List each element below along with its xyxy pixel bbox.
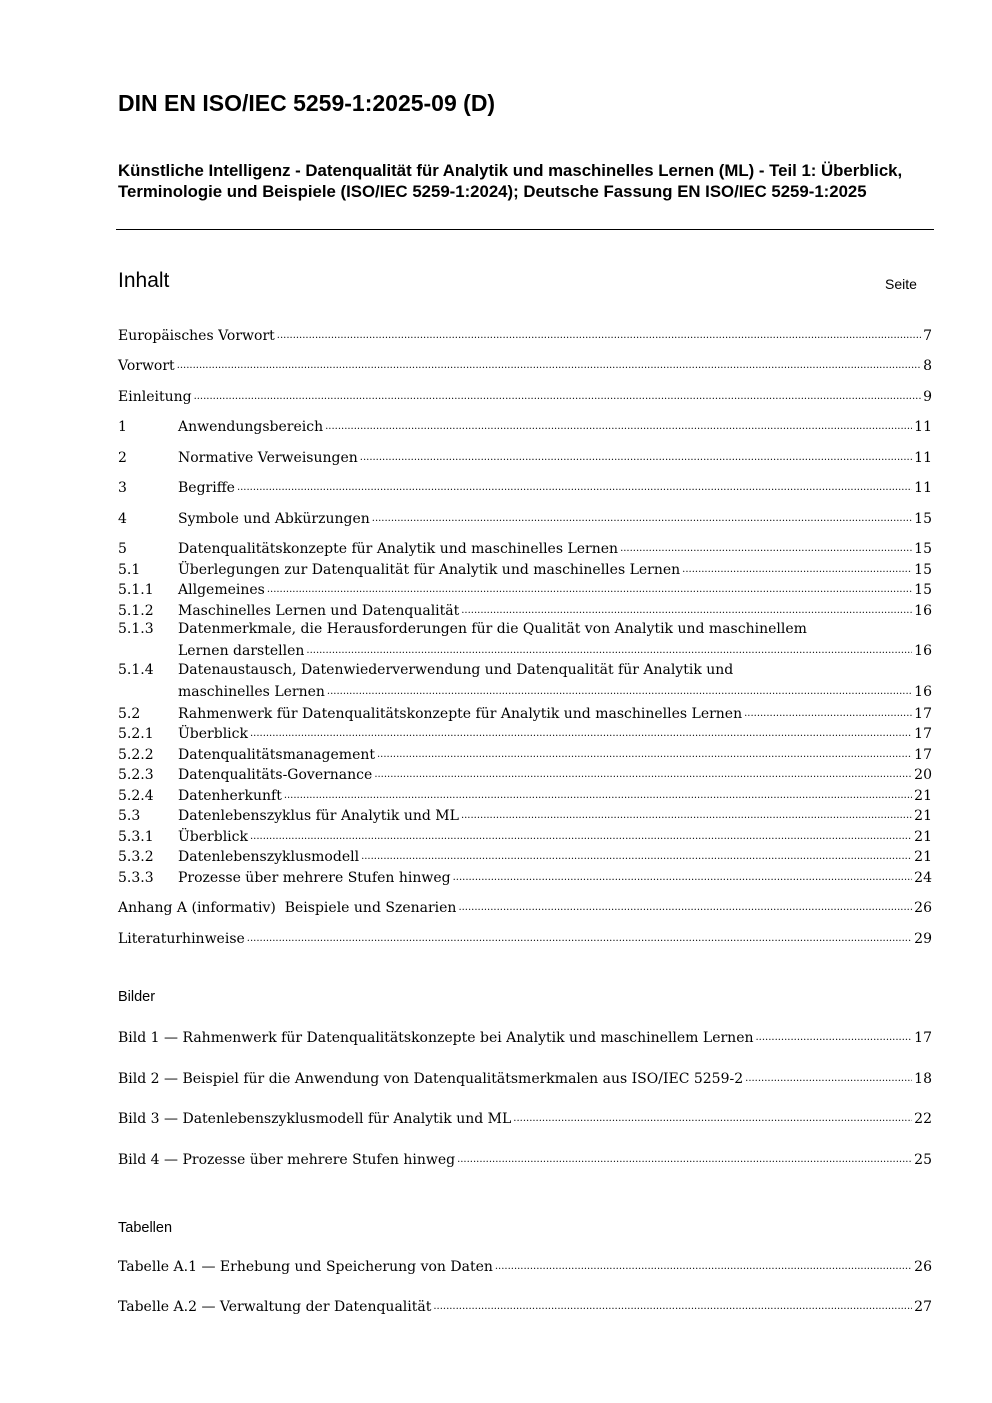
dot-leader — [461, 804, 912, 826]
toc-entry[interactable] — [118, 743, 932, 765]
dot-leader — [745, 1067, 912, 1089]
figures-heading: Bilder — [118, 989, 156, 1005]
dot-leader — [453, 866, 913, 888]
dot-leader — [306, 639, 912, 661]
toc-entry-page: 26 — [914, 900, 932, 916]
table-entry[interactable] — [118, 1255, 932, 1277]
toc-entry-page: 21 — [914, 808, 932, 824]
toc-entry-text: Anhang A (informativ) Beispiele und Szenarien — [118, 900, 457, 916]
toc-entry-text: Europäisches Vorwort — [118, 328, 275, 344]
toc-entry-page: 8 — [923, 358, 932, 374]
figure-entry-page: 25 — [914, 1152, 932, 1168]
toc-entry[interactable] — [118, 763, 932, 785]
toc-entry-page: 15 — [914, 541, 932, 557]
toc-entry-page: 16 — [914, 684, 932, 700]
dot-leader — [267, 578, 912, 600]
dot-leader — [433, 1295, 912, 1317]
toc-entry-page: 11 — [914, 450, 932, 466]
toc-entry-page: 15 — [914, 582, 932, 598]
toc-entry-page: 16 — [914, 643, 932, 659]
toc-entry-text: Maschinelles Lernen und Datenqualität — [178, 603, 460, 619]
toc-entry-text: Symbole und Abkürzungen — [178, 511, 370, 527]
dot-leader — [361, 845, 912, 867]
dot-leader — [461, 599, 912, 621]
toc-entry[interactable] — [118, 702, 932, 724]
toc-entry[interactable] — [118, 507, 932, 529]
toc-entry-number: 5.1 — [118, 562, 141, 578]
toc-entry-text: Datenaustausch, Datenwiederverwendung und Datenqualität für Analytik und — [178, 662, 734, 678]
toc-entry-text: Datenqualitätsmanagement — [178, 747, 375, 763]
toc-entry-text: Überblick — [178, 726, 248, 742]
figure-entry-page: 22 — [914, 1111, 932, 1127]
toc-entry-text: Überblick — [178, 829, 248, 845]
figure-entry-text: Bild 1 — Rahmenwerk für Datenqualitätskonzepte bei Analytik und maschinellem Lernen — [118, 1030, 754, 1046]
toc-entry-number: 5.2.2 — [118, 747, 154, 763]
dot-leader — [237, 476, 912, 498]
toc-entry-text: Vorwort — [118, 358, 175, 374]
dot-leader — [325, 415, 912, 437]
toc-entry[interactable] — [118, 660, 932, 702]
toc-entry[interactable] — [118, 619, 932, 661]
toc-entry[interactable] — [118, 784, 932, 806]
figure-entry-text: Bild 4 — Prozesse über mehrere Stufen hinweg — [118, 1152, 456, 1168]
toc-entry-text: Überlegungen zur Datenqualität für Analytik und maschinelles Lernen — [178, 562, 681, 578]
toc-entry[interactable] — [118, 558, 932, 580]
figure-entry[interactable] — [118, 1107, 932, 1129]
toc-entry-number: 2 — [118, 450, 127, 466]
toc-entry-page: 17 — [914, 706, 932, 722]
figure-entry-text: Bild 2 — Beispiel für die Anwendung von Datenqualitätsmerkmalen aus ISO/IEC 5259-2 — [118, 1071, 744, 1087]
toc-entry-text: Anwendungsbereich — [178, 419, 324, 435]
tables-heading: Tabellen — [118, 1220, 173, 1236]
toc-entry-text: Datenqualitäts-Governance — [178, 767, 373, 783]
toc-entry-page: 11 — [914, 419, 932, 435]
toc-entry-number: 3 — [118, 480, 127, 496]
toc-entry-page: 17 — [914, 726, 932, 742]
toc-entry-number: 5.1.2 — [118, 603, 154, 619]
dot-leader — [250, 825, 912, 847]
toc-entry-text: Prozesse über mehrere Stufen hinweg — [178, 870, 451, 886]
dot-leader — [194, 385, 922, 407]
dot-leader — [177, 354, 921, 376]
toc-heading: Inhalt — [118, 269, 170, 292]
toc-entry[interactable] — [118, 385, 932, 407]
toc-entry-number: 1 — [118, 419, 127, 435]
toc-entry[interactable] — [118, 927, 932, 949]
dot-leader — [360, 446, 912, 468]
dot-leader — [756, 1026, 913, 1048]
toc-entry-text: Rahmenwerk für Datenqualitätskonzepte für Analytik und maschinelles Lernen — [178, 706, 743, 722]
dot-leader — [620, 537, 912, 559]
page-column-heading: Seite — [885, 276, 917, 292]
toc-entry-number: 5.2.4 — [118, 788, 154, 804]
document-title: DIN EN ISO/IEC 5259-1:2025-09 (D) — [118, 90, 496, 116]
toc-entry-page: 16 — [914, 603, 932, 619]
toc-entry-page: 21 — [914, 829, 932, 845]
dot-leader — [744, 702, 912, 724]
toc-entry[interactable] — [118, 845, 932, 867]
toc-entry-page: 29 — [914, 931, 932, 947]
dot-leader — [374, 763, 912, 785]
toc-entry-number: 5.2.3 — [118, 767, 154, 783]
toc-entry-text: Begriffe — [178, 480, 235, 496]
toc-entry-text: Allgemeines — [178, 582, 265, 598]
toc-entry-page: 11 — [914, 480, 932, 496]
table-entry-page: 26 — [914, 1259, 932, 1275]
toc-entry-text-continued: maschinelles Lernen — [178, 684, 325, 700]
dot-leader — [457, 1148, 912, 1170]
toc-entry-page: 20 — [914, 767, 932, 783]
toc-entry-page: 21 — [914, 849, 932, 865]
table-entry-text: Tabelle A.2 — Verwaltung der Datenqualität — [118, 1299, 432, 1315]
toc-entry[interactable] — [118, 476, 932, 498]
toc-entry-number: 5.3.3 — [118, 870, 154, 886]
figure-entry-page: 17 — [914, 1030, 932, 1046]
toc-entry[interactable] — [118, 446, 932, 468]
toc-entry-text: Datenlebenszyklus für Analytik und ML — [178, 808, 459, 824]
toc-entry-text: Literaturhinweise — [118, 931, 245, 947]
toc-entry[interactable] — [118, 722, 932, 744]
figure-entry[interactable] — [118, 1026, 932, 1048]
toc-entry-number: 5.3 — [118, 808, 141, 824]
toc-entry-text: Datenlebenszyklusmodell — [178, 849, 360, 865]
title-rule — [116, 229, 934, 230]
table-entry-text: Tabelle A.1 — Erhebung und Speicherung von Daten — [118, 1259, 493, 1275]
toc-entry-number: 4 — [118, 511, 127, 527]
figure-entry-text: Bild 3 — Datenlebenszyklusmodell für Analytik und ML — [118, 1111, 512, 1127]
toc-entry[interactable] — [118, 578, 932, 600]
toc-entry-text: Einleitung — [118, 389, 192, 405]
dot-leader — [372, 507, 912, 529]
toc-entry[interactable] — [118, 354, 932, 376]
table-entry[interactable] — [118, 1295, 932, 1317]
toc-entry[interactable] — [118, 537, 932, 559]
toc-entry-number: 5.1.3 — [118, 621, 154, 637]
toc-entry-page: 15 — [914, 511, 932, 527]
dot-leader — [682, 558, 912, 580]
toc-entry-number: 5.2 — [118, 706, 141, 722]
figure-entry[interactable] — [118, 1148, 932, 1170]
dot-leader — [458, 896, 912, 918]
toc-entry-page: 17 — [914, 747, 932, 763]
toc-entry-text-continued: Lernen darstellen — [178, 643, 305, 659]
dot-leader — [377, 743, 912, 765]
toc-entry-page: 24 — [914, 870, 932, 886]
dot-leader — [327, 680, 912, 702]
toc-entry-page: 21 — [914, 788, 932, 804]
toc-entry-page: 7 — [923, 328, 932, 344]
toc-entry[interactable] — [118, 825, 932, 847]
toc-entry-number: 5.2.1 — [118, 726, 154, 742]
toc-entry-number: 5.1.1 — [118, 582, 154, 598]
toc-entry-text: Datenmerkmale, die Herausforderungen für die Qualität von Analytik und maschinellem — [178, 621, 807, 637]
dot-leader — [250, 722, 912, 744]
toc-entry-text: Normative Verweisungen — [178, 450, 358, 466]
figure-entry[interactable] — [118, 1067, 932, 1089]
toc-entry[interactable] — [118, 324, 932, 346]
dot-leader — [277, 324, 921, 346]
toc-entry[interactable] — [118, 599, 932, 621]
toc-entry-text: Datenqualitätskonzepte für Analytik und maschinelles Lernen — [178, 541, 619, 557]
dot-leader — [247, 927, 912, 949]
toc-entry-number: 5.3.2 — [118, 849, 154, 865]
toc-entry-page: 9 — [923, 389, 932, 405]
toc-entry-number: 5.3.1 — [118, 829, 154, 845]
toc-entry[interactable] — [118, 896, 932, 918]
toc-entry-number: 5 — [118, 541, 127, 557]
toc-entry-text: Datenherkunft — [178, 788, 282, 804]
dot-leader — [495, 1255, 912, 1277]
toc-entry-number: 5.1.4 — [118, 662, 154, 678]
dot-leader — [284, 784, 912, 806]
figure-entry-page: 18 — [914, 1071, 932, 1087]
toc-entry[interactable] — [118, 866, 932, 888]
toc-entry[interactable] — [118, 415, 932, 437]
dot-leader — [513, 1107, 912, 1129]
toc-entry-page: 15 — [914, 562, 932, 578]
document-subtitle: Künstliche Intelligenz - Datenqualität für Analytik und maschinelles Lernen (ML) - Teil 1: Überblick, Terminologie und Beispiele (ISO/IEC 5259-1:2024); Deutsche Fassung EN ISO/IEC 5259-1:2025 — [118, 161, 903, 201]
table-entry-page: 27 — [914, 1299, 932, 1315]
toc-entry[interactable] — [118, 804, 932, 826]
